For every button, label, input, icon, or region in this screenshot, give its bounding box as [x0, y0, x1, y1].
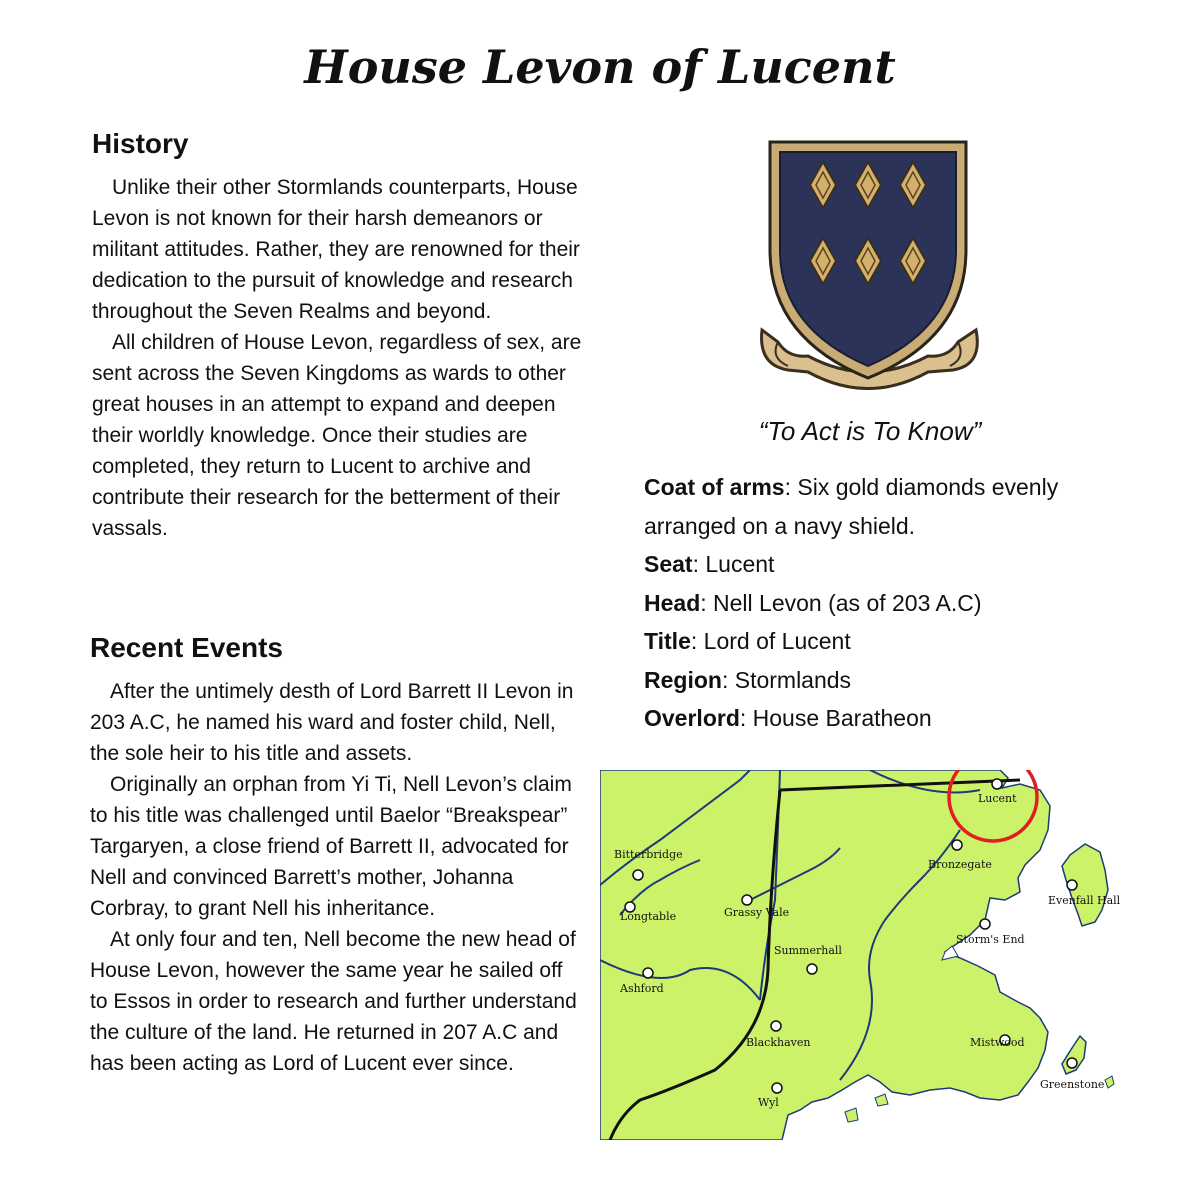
town-marker: [742, 895, 752, 905]
town-marker: [772, 1083, 782, 1093]
town-marker: [952, 840, 962, 850]
town-marker: [1067, 880, 1077, 890]
town-marker: [771, 1021, 781, 1031]
recent-events-paragraph: After the untimely desth of Lord Barrett II Levon in 203 A.C, he named his ward and foster child, Nell, the sole heir to his title and assets.: [90, 680, 574, 765]
fact-label: Overlord: [644, 705, 740, 731]
fact-value: : Lucent: [692, 551, 775, 577]
town-marker: [1067, 1058, 1077, 1068]
fact-label: Region: [644, 666, 722, 693]
recent-events-paragraph: At only four and ten, Nell become the new head of House Levon, however the same year he sailed off to Essos in order to research and further understand the culture of the land. He returned in 207 A.C and has been acting as Lord of Lucent ever since.: [90, 928, 577, 1075]
fact-region: [644, 661, 1154, 700]
fact-value: : Stormlands: [721, 666, 852, 693]
fact-coat-of-arms: [644, 468, 1154, 545]
fact-label: Coat of arms: [644, 474, 785, 500]
fact-title: [644, 622, 1154, 661]
place-label: Ashford: [620, 982, 664, 995]
history-paragraph: All children of House Levon, regardless of sex, are sent across the Seven Kingdoms as wards to other great houses in an attempt to expand and deepen their worldly knowledge. Once their studies are completed, they return to Lucent to archive and contribute their research for the betterment of their vassals.: [92, 331, 582, 540]
house-facts: [644, 468, 1154, 738]
town-marker: [980, 919, 990, 929]
recent-events-paragraph: Originally an orphan from Yi Ti, Nell Levon’s claim to his title was challenged until Baelor “Breakspear” Targaryen, a close friend of Barrett II, advocated for Nell and convinced Barrett’s mother, Johanna Corbray, to grant Nell his inheritance.: [90, 773, 572, 920]
house-motto: “To Act is To Know”: [758, 416, 982, 446]
place-label: Mistwood: [970, 1036, 1025, 1049]
place-label: Lucent: [978, 792, 1017, 805]
fact-value: : Six gold diamonds evenly arranged on a navy shield.: [644, 474, 1059, 539]
place-label: Longtable: [620, 910, 677, 923]
fact-overlord: [644, 699, 1154, 738]
fact-head: [644, 584, 1154, 623]
stormlands-map: [600, 770, 1140, 1140]
place-label: Grassy Vale: [724, 906, 790, 919]
coat-of-arms-crest: [748, 130, 988, 410]
history-paragraph: Unlike their other Stormlands counterparts, House Levon is not known for their harsh demeanors or militant attitudes. Rather, they are renowned for their dedication to the pursuit of knowledge and research throughout the Seven Realms and beyond.: [92, 176, 580, 323]
place-label: Bronzegate: [928, 858, 992, 871]
history-text: [92, 172, 582, 544]
town-marker: [992, 779, 1002, 789]
place-label: Evenfall Hall: [1048, 894, 1121, 907]
place-label: Blackhaven: [746, 1036, 811, 1049]
page-title: House Levon of Lucent: [304, 40, 896, 94]
town-marker: [807, 964, 817, 974]
place-label: Greenstone: [1040, 1078, 1105, 1091]
place-label: Wyl: [758, 1096, 779, 1109]
fact-value: : Nell Levon (as of 203 A.C): [700, 589, 982, 616]
fact-value: : Lord of Lucent: [690, 628, 851, 654]
recent-events-text: [90, 676, 578, 1079]
fact-seat: [644, 545, 1154, 584]
history-heading: History: [92, 128, 189, 159]
fact-label: Head: [644, 589, 701, 616]
place-label: Storm's End: [956, 933, 1025, 946]
recent-events-heading: Recent Events: [90, 632, 283, 663]
town-marker: [633, 870, 643, 880]
town-marker: [643, 968, 653, 978]
fact-label: Title: [644, 628, 691, 654]
place-label: Bitterbridge: [614, 848, 683, 861]
fact-value: : House Baratheon: [739, 705, 932, 731]
fact-label: Seat: [644, 551, 693, 577]
place-label: Summerhall: [774, 944, 842, 957]
